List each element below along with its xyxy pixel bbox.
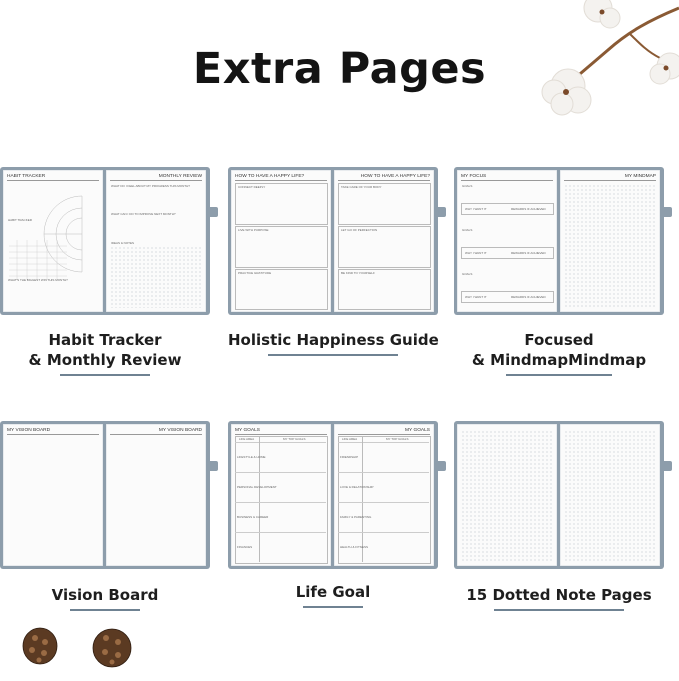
left-page bbox=[231, 424, 331, 566]
guide-box bbox=[235, 183, 328, 225]
planner-tab bbox=[438, 207, 446, 217]
column-header: LIFE AREA bbox=[239, 437, 255, 441]
label-underline bbox=[494, 609, 624, 611]
page-header: MY VISION BOARD bbox=[110, 428, 202, 435]
column-header: MY TOP GOALS bbox=[386, 437, 409, 441]
dot-grid bbox=[110, 246, 202, 308]
right-page bbox=[560, 170, 660, 312]
column-header: LIFE AREA bbox=[342, 437, 358, 441]
life-area-label: HEALTH & FITNESS bbox=[340, 545, 368, 549]
field-label: WHY I WANT IT bbox=[465, 207, 487, 211]
left-page bbox=[231, 170, 331, 312]
table-divider bbox=[235, 502, 326, 503]
life-area-label: PERSONAL DEVELOPMENT bbox=[237, 485, 277, 489]
life-area-label: FAMILY & PARENTING bbox=[340, 515, 372, 519]
left-page bbox=[457, 424, 557, 566]
guide-box-title: LIVE WITH PURPOSE bbox=[238, 228, 269, 232]
life-area-label: FRIENDSHIP bbox=[340, 455, 359, 459]
note-label: WHAT CAN I DO TO IMPROVE NEXT MONTH? bbox=[111, 212, 176, 216]
guide-box bbox=[235, 226, 328, 268]
planner-tab bbox=[438, 461, 446, 471]
field-label: GOALS bbox=[462, 228, 473, 232]
table-divider bbox=[338, 502, 429, 503]
life-area-label: BUSINESS & CAREER bbox=[237, 515, 269, 519]
right-page bbox=[334, 424, 434, 566]
planner-spread bbox=[0, 167, 210, 315]
page-header: MY GOALS bbox=[235, 428, 327, 435]
planner-tab bbox=[210, 461, 218, 471]
planner-tab bbox=[664, 461, 672, 471]
dot-grid bbox=[564, 184, 656, 308]
card-label-line: Focused bbox=[524, 331, 594, 349]
life-area-label: FINANCES bbox=[237, 545, 253, 549]
page-header: HOW TO HAVE A HAPPY LIFE? bbox=[338, 174, 430, 181]
dot-grid bbox=[461, 430, 553, 562]
label-underline bbox=[60, 374, 150, 376]
label-underline bbox=[70, 609, 140, 611]
table-divider bbox=[235, 472, 326, 473]
note-label: HABIT TRACKER bbox=[8, 218, 32, 222]
table-divider bbox=[235, 532, 326, 533]
guide-box-title: BE KIND TO YOURSELF bbox=[341, 271, 375, 275]
note-label: IDEAS & NOTES bbox=[111, 241, 135, 245]
planner-spread bbox=[228, 167, 438, 315]
field-label: GOALS bbox=[462, 184, 473, 188]
guide-box bbox=[338, 226, 431, 268]
card-label-line: 15 Dotted Note Pages bbox=[466, 586, 652, 604]
planner-spread bbox=[0, 421, 210, 569]
right-page bbox=[106, 424, 206, 566]
guide-box-title: LET GO OF PERFECTION bbox=[341, 228, 378, 232]
life-area-label: LIFESTYLE & HOME bbox=[237, 455, 266, 459]
card-label-line: & MindmapMindmap bbox=[471, 351, 647, 369]
field-label: REWARDS IF ACHIEVED bbox=[511, 251, 546, 255]
field-label: WHY I WANT IT bbox=[465, 251, 487, 255]
page-title: Extra Pages bbox=[192, 44, 487, 94]
page-header: MY GOALS bbox=[338, 428, 430, 435]
planner-spread bbox=[228, 421, 438, 569]
planner-spread bbox=[454, 167, 664, 315]
guide-box bbox=[338, 183, 431, 225]
field-label: WHY I WANT IT bbox=[465, 295, 487, 299]
label-underline bbox=[268, 354, 398, 356]
page-header: MONTHLY REVIEW bbox=[110, 174, 202, 181]
card-label-line: Holistic Happiness Guide bbox=[228, 331, 439, 349]
life-area-label: LOVE & RELATIONSHIP bbox=[340, 485, 374, 489]
note-label: WHAT'S THE BIGGEST WIN THIS MONTH? bbox=[8, 278, 68, 282]
card-label-line: Vision Board bbox=[51, 586, 159, 604]
planner-spread bbox=[454, 421, 664, 569]
label-underline bbox=[506, 374, 612, 376]
table-divider bbox=[235, 442, 326, 443]
guide-box-title: TAKE CARE OF YOUR BODY bbox=[341, 185, 382, 189]
card-label-line: Habit Tracker bbox=[48, 331, 162, 349]
right-page bbox=[334, 170, 434, 312]
guide-box bbox=[235, 269, 328, 310]
page-header: HABIT TRACKER bbox=[7, 174, 99, 181]
right-page bbox=[560, 424, 660, 566]
page-header: MY VISION BOARD bbox=[7, 428, 99, 435]
right-page bbox=[106, 170, 206, 312]
column-header: MY TOP GOALS bbox=[283, 437, 306, 441]
note-label: WHAT DO I FEEL ABOUT MY PROGRESS THIS MONTH? bbox=[111, 184, 190, 188]
table-divider bbox=[338, 472, 429, 473]
card-label-line: & Monthly Review bbox=[28, 351, 182, 369]
planner-tab bbox=[210, 207, 218, 217]
planner-tab bbox=[664, 207, 672, 217]
guide-box bbox=[338, 269, 431, 310]
left-page bbox=[3, 424, 103, 566]
field-label: REWARDS IF ACHIEVED bbox=[511, 207, 546, 211]
page-header: HOW TO HAVE A HAPPY LIFE? bbox=[235, 174, 327, 181]
table-divider bbox=[338, 442, 429, 443]
table-column-divider bbox=[362, 436, 363, 562]
habit-tracker-chart bbox=[7, 188, 99, 306]
field-label: REWARDS IF ACHIEVED bbox=[511, 295, 546, 299]
page-header: MY FOCUS bbox=[461, 174, 553, 181]
pine-cones-image bbox=[10, 620, 140, 681]
label-underline bbox=[303, 606, 363, 608]
field-label: GOALS bbox=[462, 272, 473, 276]
guide-box-title: PRACTICE GRATITUDE bbox=[238, 271, 272, 275]
guide-box-title: CONNECT DEEPLY bbox=[238, 185, 266, 189]
card-label-line: Life Goal bbox=[295, 583, 371, 601]
cotton-branch-image bbox=[510, 0, 679, 125]
table-divider bbox=[338, 532, 429, 533]
page-header: MY MINDMAP bbox=[564, 174, 656, 181]
left-page bbox=[457, 170, 557, 312]
left-page bbox=[3, 170, 103, 312]
dot-grid bbox=[564, 430, 656, 562]
